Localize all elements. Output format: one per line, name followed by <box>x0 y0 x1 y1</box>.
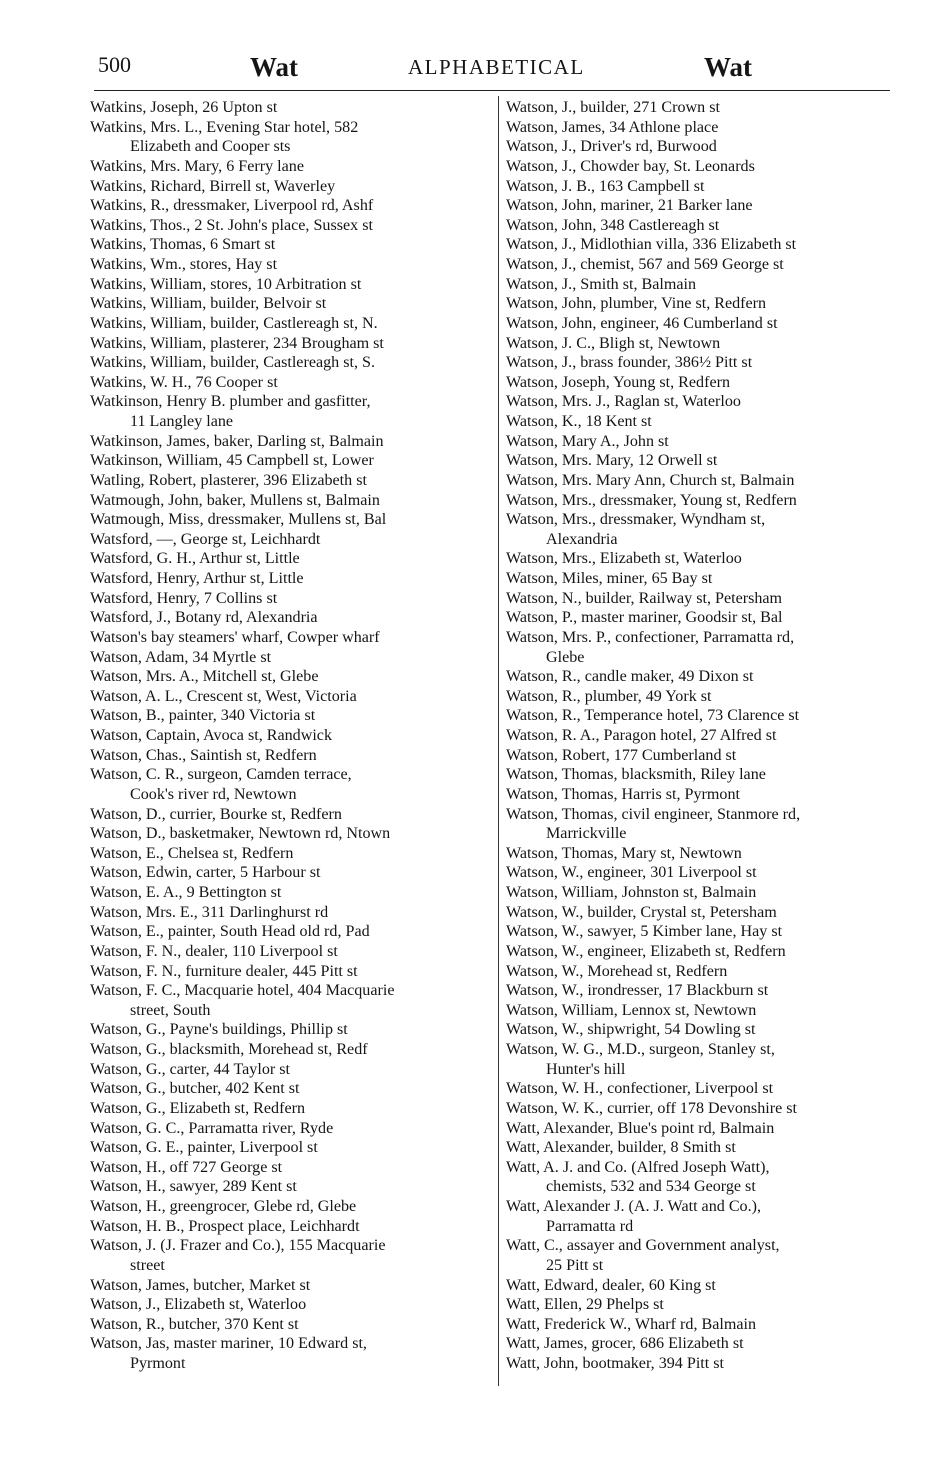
column-divider <box>498 96 499 1386</box>
left-entry: Watson, G., butcher, 402 Kent st <box>90 1080 300 1098</box>
left-entry: Watson, E., Chelsea st, Redfern <box>90 844 294 862</box>
left-entry: Watsford, Henry, 7 Collins st <box>90 589 278 607</box>
right-entry: Watson, J., Chowder bay, St. Leonards <box>506 157 755 175</box>
right-entry: Watt, John, bootmaker, 394 Pitt st <box>506 1355 724 1372</box>
right-entry: Watson, J. C., Bligh st, Newtown <box>506 334 721 352</box>
right-entry: Watson, W., builder, Crystal st, Petersham <box>506 903 777 921</box>
left-entry: Watson, Mrs. A., Mitchell st, Glebe <box>90 668 319 686</box>
right-entry: Watson, William, Johnston st, Balmain <box>506 884 757 901</box>
right-entry-continuation: Parramatta rd <box>546 1217 634 1235</box>
left-entry: Watson, H., sawyer, 289 Kent st <box>90 1178 297 1196</box>
header-rule <box>94 90 890 91</box>
right-entry: Watt, Alexander J. (A. J. Watt and Co.), <box>506 1198 762 1215</box>
left-entry: Watson, G., Payne's buildings, Phillip st <box>90 1021 348 1039</box>
right-entry: Watson, P., master mariner, Goodsir st, Bal <box>506 609 783 627</box>
right-entry: Watson, W., shipwright, 54 Dowling st <box>506 1021 756 1039</box>
left-entry-continuation: street <box>130 1256 165 1274</box>
left-entry-continuation: Elizabeth and Cooper sts <box>130 138 291 156</box>
left-entry: Watson, B., painter, 340 Victoria st <box>90 707 316 725</box>
left-entry: Watson, J. (J. Frazer and Co.), 155 Macquarie <box>90 1237 386 1255</box>
right-entry: Watson, W., sawyer, 5 Kimber lane, Hay st <box>506 923 783 941</box>
right-entry-continuation: 25 Pitt st <box>546 1256 604 1274</box>
page-number: 500 <box>98 52 131 77</box>
right-entry: Watson, John, 348 Castlereagh st <box>506 216 720 234</box>
right-entry: Watson, Mrs. J., Raglan st, Waterloo <box>506 393 741 411</box>
right-entry: Watson, J., builder, 271 Crown st <box>506 99 720 116</box>
right-entry: Watt, Alexander, builder, 8 Smith st <box>506 1139 736 1157</box>
left-entry: Watson, R., butcher, 370 Kent st <box>90 1315 299 1333</box>
right-entry: Watt, Ellen, 29 Phelps st <box>506 1296 664 1314</box>
left-entry: Watson, Mrs. E., 311 Darlinghurst rd <box>90 903 329 921</box>
running-head-left: Wat <box>250 52 299 82</box>
left-entry: Watson, C. R., surgeon, Camden terrace, <box>90 766 352 784</box>
right-entry: Watson, W., engineer, 301 Liverpool st <box>506 864 757 882</box>
right-entry: Watson, John, plumber, Vine st, Redfern <box>506 295 767 313</box>
right-entry: Watson, Mrs., dressmaker, Wyndham st, <box>506 511 766 529</box>
left-entry: Watson, G., Elizabeth st, Redfern <box>90 1099 306 1117</box>
left-entry: Watson, H., greengrocer, Glebe rd, Glebe <box>90 1198 357 1215</box>
left-entry: Watson, F. C., Macquarie hotel, 404 Macquarie <box>90 982 395 1000</box>
left-entry: Watson, E., painter, South Head old rd, Pad <box>90 923 370 941</box>
right-entry: Watson, John, engineer, 46 Cumberland st <box>506 314 778 332</box>
right-entry: Watson, Thomas, Mary st, Newtown <box>506 844 742 862</box>
right-entry: Watson, Mrs. Mary, 12 Orwell st <box>506 452 718 470</box>
left-entry: Watkinson, Henry B. plumber and gasfitter, <box>90 393 371 411</box>
left-entry: Watkinson, William, 45 Campbell st, Lower <box>90 452 374 470</box>
right-entry: Watt, Frederick W., Wharf rd, Balmain <box>506 1315 757 1333</box>
left-entry-continuation: Cook's river rd, Newtown <box>130 785 297 803</box>
left-entry: Watson, Jas, master mariner, 10 Edward st, <box>90 1335 367 1353</box>
left-entry-continuation: Pyrmont <box>130 1355 186 1372</box>
left-entry: Watson, Captain, Avoca st, Randwick <box>90 727 333 744</box>
left-column <box>90 98 490 1374</box>
left-entry: Watson, H., off 727 George st <box>90 1158 283 1176</box>
left-entry: Watkins, William, builder, Belvoir st <box>90 295 327 313</box>
right-entry: Watson, Joseph, Young st, Redfern <box>506 373 731 391</box>
left-entry-continuation: 11 Langley lane <box>130 413 234 430</box>
left-entry: Watson, D., currier, Bourke st, Redfern <box>90 805 342 823</box>
right-entry: Watson, Mrs. Mary Ann, Church st, Balmain <box>506 471 795 489</box>
right-entry: Watson, J. B., 163 Campbell st <box>506 177 705 195</box>
left-entry: Watsford, Henry, Arthur st, Little <box>90 570 304 587</box>
right-entry: Watson, Mrs., Elizabeth st, Waterloo <box>506 550 742 568</box>
right-entry: Watson, Mary A., John st <box>506 432 669 450</box>
left-entry: Watkins, W. H., 76 Cooper st <box>90 373 278 391</box>
right-entry: Watt, A. J. and Co. (Alfred Joseph Watt), <box>506 1158 770 1176</box>
left-entry: Watson's bay steamers' wharf, Cowper wharf <box>90 628 380 646</box>
left-entry: Watson, E. A., 9 Bettington st <box>90 884 282 901</box>
right-entry: Watt, James, grocer, 686 Elizabeth st <box>506 1335 744 1353</box>
left-entry: Watmough, John, baker, Mullens st, Balmain <box>90 491 380 509</box>
left-entry: Watsford, J., Botany rd, Alexandria <box>90 609 318 627</box>
right-entry-continuation: chemists, 532 and 534 George st <box>546 1178 756 1196</box>
left-entry: Watsford, G. H., Arthur st, Little <box>90 550 300 568</box>
right-entry: Watson, W., irondresser, 17 Blackburn st <box>506 982 769 1000</box>
left-entry-continuation: street, South <box>130 1001 211 1019</box>
left-entry: Watson, Chas., Saintish st, Redfern <box>90 746 317 764</box>
left-entry: Watson, F. N., furniture dealer, 445 Pitt st <box>90 962 358 980</box>
right-entry: Watson, Thomas, blacksmith, Riley lane <box>506 766 766 784</box>
left-entry: Watson, D., basketmaker, Newtown rd, Ntown <box>90 825 391 843</box>
left-entry: Watson, Edwin, carter, 5 Harbour st <box>90 864 321 882</box>
left-entry: Watkins, William, stores, 10 Arbitration st <box>90 275 362 293</box>
running-head-right: Wat <box>704 52 753 82</box>
right-entry: Watson, N., builder, Railway st, Petersham <box>506 589 783 607</box>
left-entry: Watsford, —, George st, Leichhardt <box>90 530 321 548</box>
left-entry: Watkins, Mrs. Mary, 6 Ferry lane <box>90 157 304 175</box>
right-entry: Watson, J., brass founder, 386½ Pitt st <box>506 354 753 372</box>
right-column <box>506 98 892 1374</box>
left-entry: Watling, Robert, plasterer, 396 Elizabeth st <box>90 471 367 489</box>
right-entry: Watson, W. H., confectioner, Liverpool st <box>506 1080 774 1098</box>
left-entry: Watkins, Richard, Birrell st, Waverley <box>90 177 336 195</box>
right-entry: Watson, Miles, miner, 65 Bay st <box>506 570 713 587</box>
right-entry: Watson, J., chemist, 567 and 569 George st <box>506 256 784 273</box>
right-entry: Watson, W. G., M.D., surgeon, Stanley st, <box>506 1041 775 1058</box>
right-entry: Watson, Thomas, civil engineer, Stanmore rd, <box>506 805 801 823</box>
left-entry: Watson, G. E., painter, Liverpool st <box>90 1139 318 1157</box>
right-entry: Watson, Mrs., dressmaker, Young st, Redfern <box>506 491 797 509</box>
left-entry: Watson, G. C., Parramatta river, Ryde <box>90 1119 334 1137</box>
right-entry: Watson, W. K., currier, off 178 Devonshire st <box>506 1099 797 1117</box>
right-entry: Watson, James, 34 Athlone place <box>506 118 719 136</box>
right-entry: Watson, J., Smith st, Balmain <box>506 275 697 293</box>
left-entry: Watkins, Thomas, 6 Smart st <box>90 236 276 254</box>
right-entry: Watt, Alexander, Blue's point rd, Balmain <box>506 1119 775 1137</box>
running-head-title: ALPHABETICAL <box>408 55 585 79</box>
right-entry: Watson, W., engineer, Elizabeth st, Redfern <box>506 942 786 960</box>
left-entry: Watson, James, butcher, Market st <box>90 1276 311 1294</box>
right-entry: Watson, R., candle maker, 49 Dixon st <box>506 668 754 686</box>
left-entry: Watson, G., blacksmith, Morehead st, Redf <box>90 1041 368 1058</box>
left-entry: Watson, Adam, 34 Myrtle st <box>90 648 272 666</box>
left-entry: Watkins, William, builder, Castlereagh st, S. <box>90 354 375 372</box>
right-entry-continuation: Marrickville <box>546 825 627 843</box>
left-entry: Watkins, Wm., stores, Hay st <box>90 256 278 273</box>
left-entry: Watkins, Thos., 2 St. John's place, Sussex st <box>90 216 373 234</box>
left-entry: Watmough, Miss, dressmaker, Mullens st, Bal <box>90 511 387 529</box>
right-entry: Watson, John, mariner, 21 Barker lane <box>506 197 753 215</box>
left-entry: Watkins, Joseph, 26 Upton st <box>90 99 278 116</box>
right-entry: Watt, C., assayer and Government analyst, <box>506 1237 780 1255</box>
left-entry: Watkins, R., dressmaker, Liverpool rd, Ashf <box>90 197 374 215</box>
right-entry: Watson, Mrs. P., confectioner, Parramatta rd, <box>506 628 795 646</box>
right-entry-continuation: Glebe <box>546 648 585 666</box>
right-entry: Watson, K., 18 Kent st <box>506 413 652 430</box>
left-entry: Watson, G., carter, 44 Taylor st <box>90 1060 290 1078</box>
right-entry: Watt, Edward, dealer, 60 King st <box>506 1276 716 1294</box>
left-entry: Watson, J., Elizabeth st, Waterloo <box>90 1296 307 1314</box>
right-entry: Watson, J., Driver's rd, Burwood <box>506 138 717 156</box>
right-entry: Watson, R., Temperance hotel, 73 Clarence st <box>506 707 800 725</box>
right-entry: Watson, R., plumber, 49 York st <box>506 687 712 705</box>
left-entry: Watkins, William, plasterer, 234 Brougham st <box>90 334 384 352</box>
right-entry: Watson, W., Morehead st, Redfern <box>506 962 728 980</box>
page-header <box>0 52 942 88</box>
right-entry-continuation: Hunter's hill <box>546 1060 626 1078</box>
right-entry: Watson, J., Midlothian villa, 336 Elizabeth st <box>506 236 797 254</box>
right-entry-continuation: Alexandria <box>546 530 618 548</box>
right-entry: Watson, Thomas, Harris st, Pyrmont <box>506 785 740 803</box>
right-entry: Watson, William, Lennox st, Newtown <box>506 1001 757 1019</box>
left-entry: Watson, H. B., Prospect place, Leichhardt <box>90 1217 360 1235</box>
right-entry: Watson, R. A., Paragon hotel, 27 Alfred st <box>506 727 777 744</box>
left-entry: Watkins, Mrs. L., Evening Star hotel, 582 <box>90 118 359 136</box>
left-entry: Watkinson, James, baker, Darling st, Balmain <box>90 432 384 450</box>
right-entry: Watson, Robert, 177 Cumberland st <box>506 746 737 764</box>
left-entry: Watkins, William, builder, Castlereagh st, N. <box>90 314 378 332</box>
left-entry: Watson, A. L., Crescent st, West, Victoria <box>90 687 357 705</box>
left-entry: Watson, F. N., dealer, 110 Liverpool st <box>90 942 338 960</box>
